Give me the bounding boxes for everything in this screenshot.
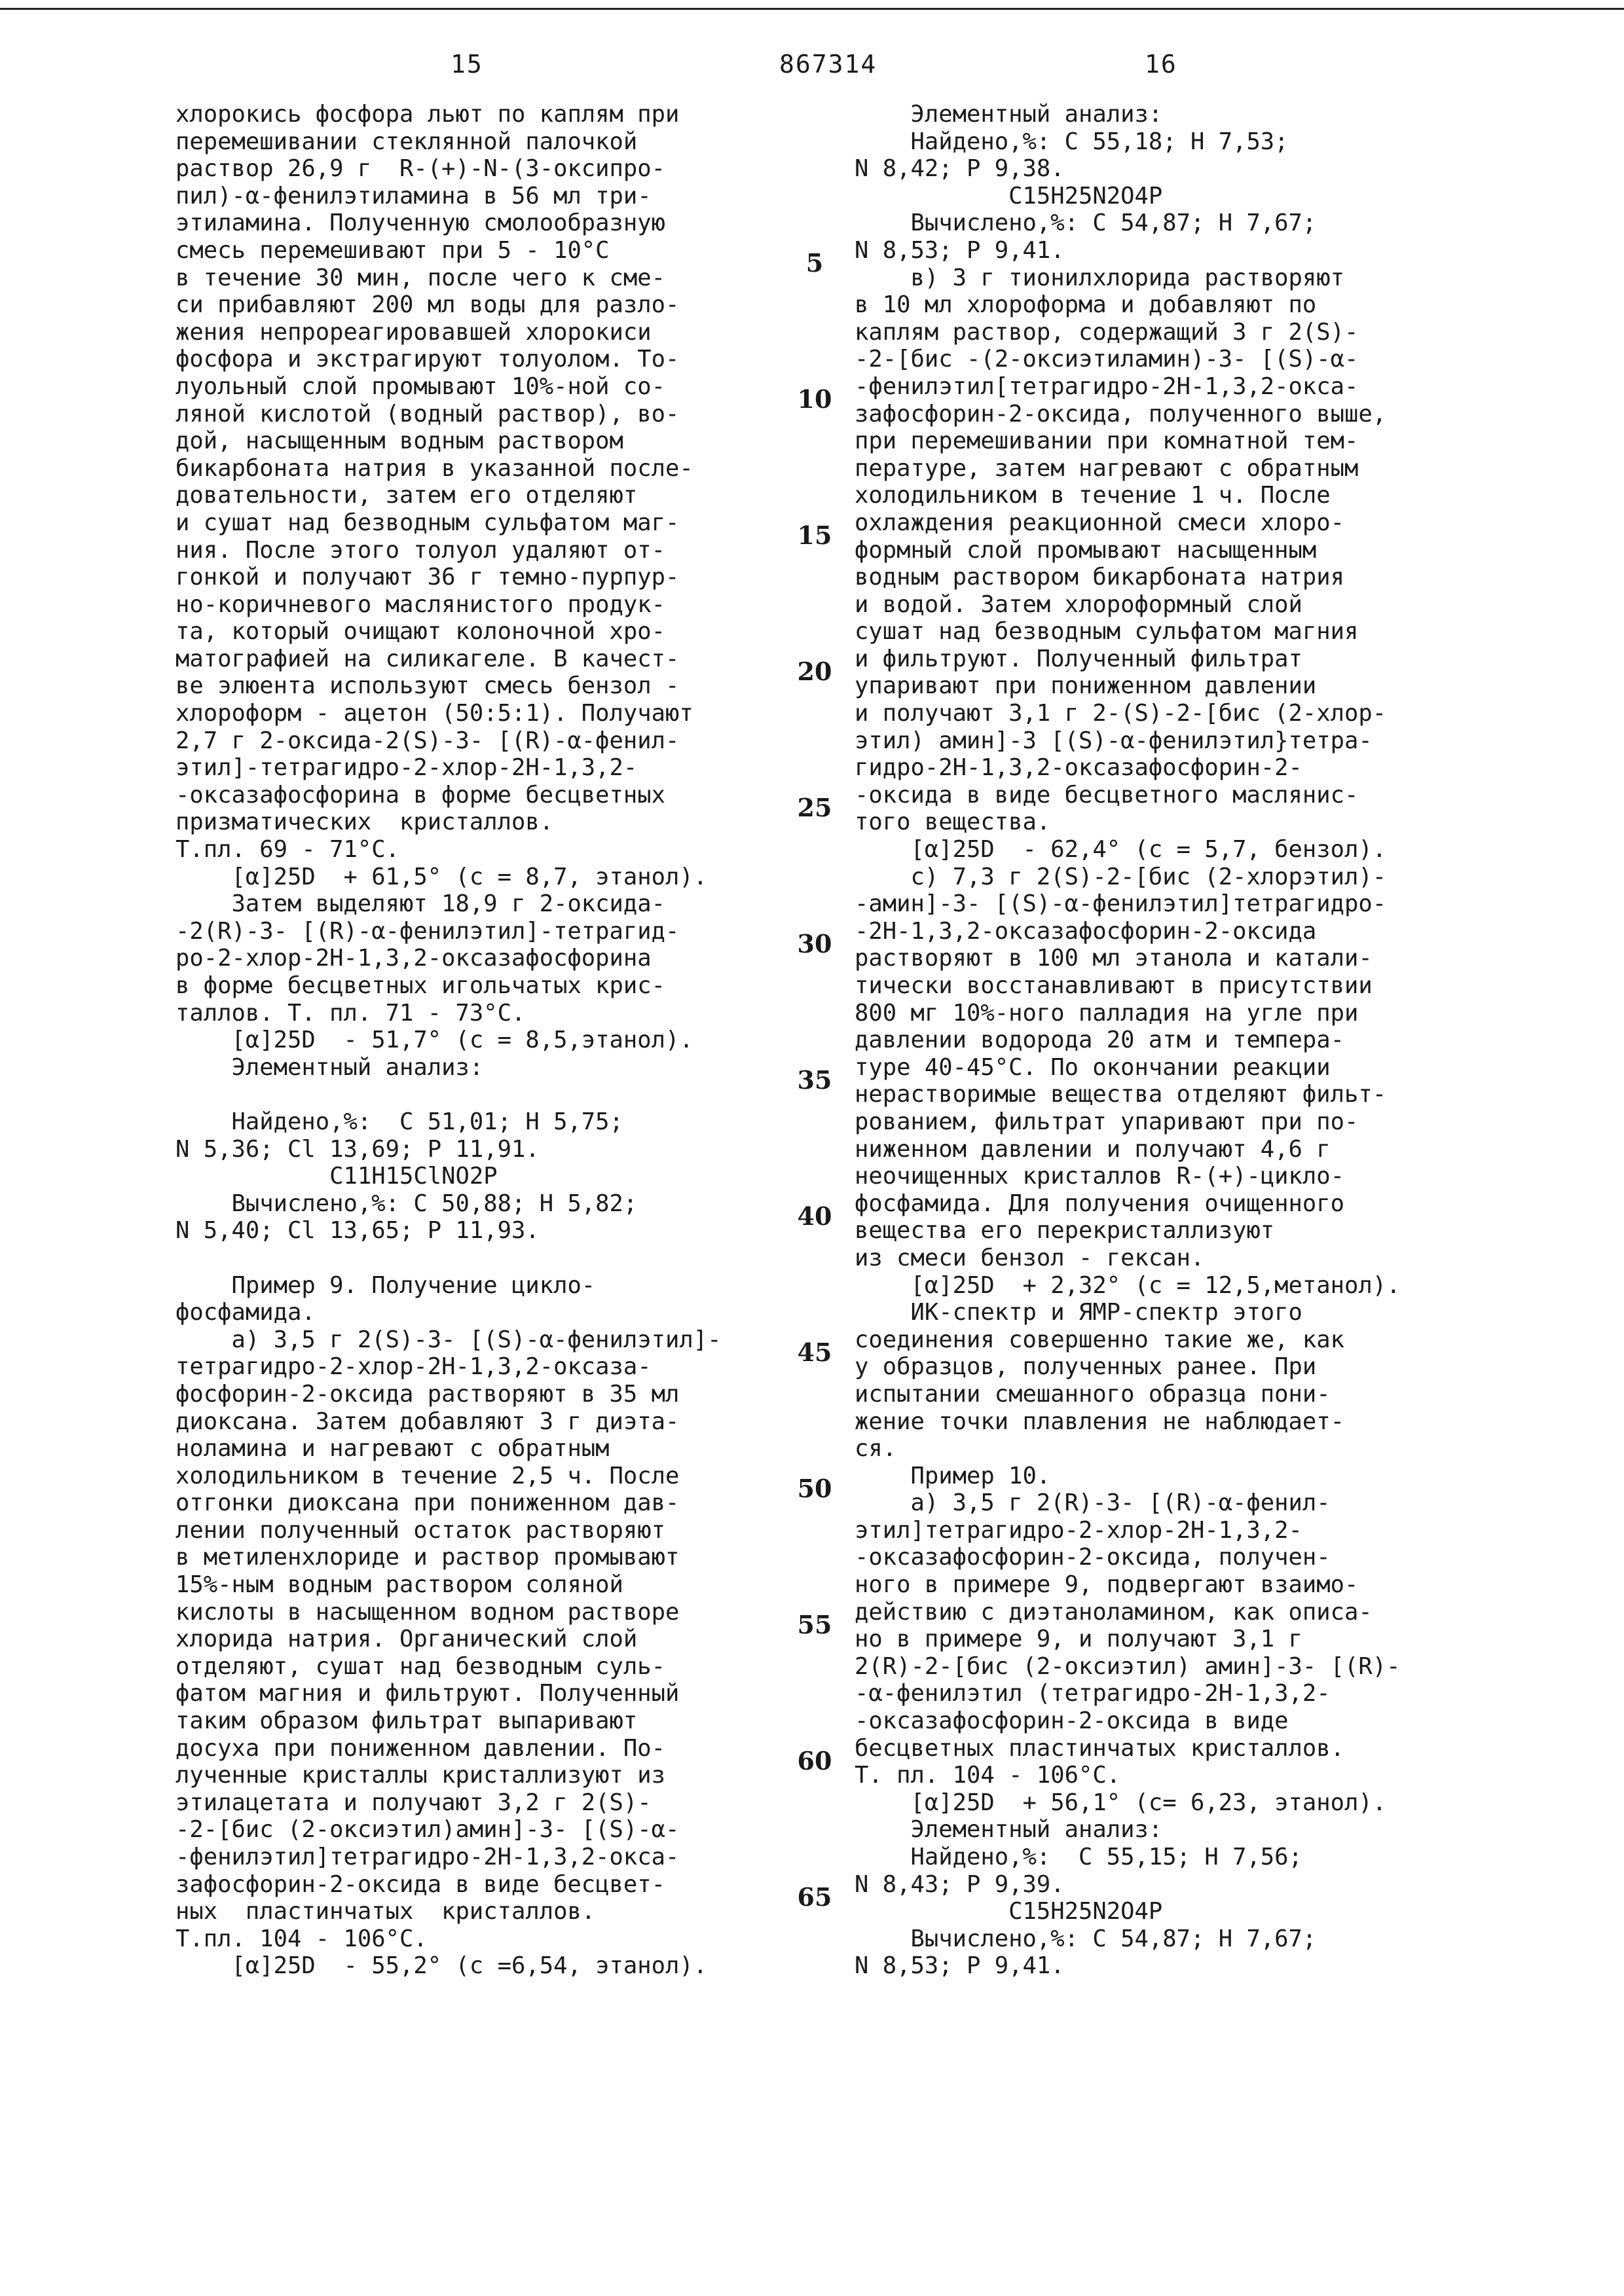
- text-line: -оксида в виде бесцветного маслянис-: [855, 781, 1359, 809]
- text-line: и сушат над безводным сульфатом маг-: [175, 509, 680, 536]
- text-line: -2(R)-3- [(R)-α-фенилэтил]-тетрагид-: [175, 917, 680, 945]
- line-number: 50: [797, 1473, 832, 1503]
- text-line: N 8,53; Р 9,41.: [855, 236, 1065, 264]
- text-line: C15H25N2O4P: [855, 1898, 1163, 1925]
- text-line: Пример 10.: [855, 1462, 1051, 1489]
- text-line: ИК-спектр и ЯМР-спектр этого: [855, 1299, 1302, 1326]
- text-line: диоксана. Затем добавляют 3 г диэта-: [175, 1408, 680, 1435]
- line-number: 20: [797, 656, 832, 686]
- text-line: N 8,43; Р 9,39.: [855, 1870, 1065, 1898]
- text-line: [175, 1245, 722, 1272]
- text-line: дой, насыщенным водным раствором: [175, 428, 623, 455]
- line-number: 10: [797, 384, 832, 414]
- line-number: 15: [797, 520, 832, 550]
- text-line: каплям раствор, содержащий 3 г 2(S)-: [855, 318, 1359, 346]
- text-line: [α]25D - 51,7° (с = 8,5,этанол).: [175, 1027, 693, 1054]
- text-line: жения непрореагировавшей хлорокиси: [175, 318, 652, 346]
- text-line: матографией на силикагеле. В качест-: [175, 645, 680, 672]
- text-line: -2Н-1,3,2-оксазафосфорин-2-оксида: [855, 917, 1317, 945]
- text-line: с) 7,3 г 2(S)-2-[бис (2-хлорэтил)-: [855, 863, 1387, 890]
- text-line: действию с диэтаноламином, как описа-: [855, 1598, 1373, 1626]
- text-line: хлорокись фосфора льют по каплям при: [175, 101, 680, 128]
- text-line: 2,7 г 2-оксида-2(S)-3- [(R)-α-фенил-: [175, 727, 680, 754]
- text-line: зафосфорин-2-оксида в виде бесцвет-: [175, 1870, 666, 1898]
- text-line: [α]25D - 55,2° (с =6,54, этанол).: [175, 1952, 708, 1980]
- text-line: фосфора и экстрагируют толуолом. То-: [175, 346, 680, 373]
- text-line: давлении водорода 20 атм и темпера-: [855, 1027, 1345, 1054]
- line-number: 45: [797, 1337, 832, 1367]
- line-number: 5: [805, 247, 824, 278]
- line-number: 25: [797, 792, 832, 822]
- text-line: а) 3,5 г 2(S)-3- [(S)-α-фенилэтил]-: [175, 1326, 722, 1353]
- text-line: лении полученный остаток растворяют: [175, 1516, 666, 1544]
- text-line: Затем выделяют 18,9 г 2-оксида-: [175, 890, 666, 918]
- text-line: неочищенных кристаллов R-(+)-цикло-: [855, 1163, 1345, 1190]
- text-line: этил]тетрагидро-2-хлор-2Н-1,3,2-: [855, 1516, 1302, 1544]
- text-line: зафосфорин-2-оксида, полученного выше,: [855, 400, 1387, 428]
- text-line: Вычислено,%: С 50,88; Н 5,82;: [175, 1190, 638, 1217]
- text-line: Пример 9. Получение цикло-: [175, 1271, 596, 1299]
- text-line: ноламина и нагревают с обратным: [175, 1435, 610, 1463]
- text-line: -оксазафосфорин-2-оксида, получен-: [855, 1544, 1331, 1571]
- page-number-right: 16: [1145, 50, 1177, 79]
- text-line: таллов. Т. пл. 71 - 73°С.: [175, 999, 526, 1027]
- text-line: ляной кислотой (водный раствор), во-: [175, 400, 680, 428]
- line-number: 30: [797, 928, 832, 958]
- text-line: -амин]-3- [(S)-α-фенилэтил]тетрагидро-: [855, 890, 1387, 918]
- left-column: [175, 101, 722, 1980]
- text-line: из смеси бензол - гексан.: [855, 1244, 1205, 1271]
- text-line: растворяют в 100 мл этанола и катали-: [855, 945, 1373, 972]
- text-line: хлорида натрия. Органический слой: [175, 1626, 638, 1653]
- text-line: хлороформ - ацетон (50:5:1). Получают: [175, 700, 693, 727]
- text-line: Элементный анализ:: [175, 1053, 484, 1081]
- text-line: Найдено,%: С 51,01; Н 5,75;: [175, 1108, 623, 1135]
- text-line: упаривают при пониженном давлении: [855, 672, 1317, 700]
- text-line: и водой. Затем хлороформный слой: [855, 591, 1302, 618]
- text-line: этилацетата и получают 3,2 г 2(S)-: [175, 1789, 652, 1816]
- text-line: Вычислено,%: С 54,87; Н 7,67;: [855, 210, 1317, 237]
- text-line: фосфорин-2-оксида растворяют в 35 мл: [175, 1380, 680, 1408]
- text-line: [α]25D + 61,5° (с = 8,7, этанол).: [175, 863, 708, 890]
- text-line: и фильтруют. Полученный фильтрат: [855, 645, 1302, 672]
- text-line: Элементный анализ:: [855, 1816, 1163, 1844]
- text-line: кислоты в насыщенном водном растворе: [175, 1598, 680, 1626]
- text-line: фосфамида. Для получения очищенного: [855, 1190, 1345, 1217]
- line-number: 40: [797, 1201, 832, 1231]
- text-line: C11H15ClNO2P: [175, 1163, 498, 1190]
- text-line: перемешивании стеклянной палочкой: [175, 128, 638, 155]
- text-line: соединения совершенно такие же, как: [855, 1326, 1345, 1353]
- text-line: и получают 3,1 г 2-(S)-2-[бис (2-хлор-: [855, 700, 1387, 727]
- text-line: си прибавляют 200 мл воды для разло-: [175, 291, 680, 319]
- top-rule: [0, 8, 1624, 10]
- text-line: Т. пл. 104 - 106°С.: [855, 1762, 1121, 1789]
- text-line: Т.пл. 104 - 106°С.: [175, 1925, 428, 1952]
- text-line: Найдено,%: С 55,18; Н 7,53;: [855, 128, 1289, 155]
- text-line: таким образом фильтрат выпаривают: [175, 1707, 638, 1735]
- text-line: пил)-α-фенилэтиламина в 56 мл три-: [175, 182, 652, 210]
- text-line: 15%-ным водным раствором соляной: [175, 1571, 623, 1599]
- text-line: бикарбоната натрия в указанной после-: [175, 454, 693, 482]
- text-line: сушат над безводным сульфатом магния: [855, 618, 1359, 646]
- text-line: этил]-тетрагидро-2-хлор-2Н-1,3,2-: [175, 754, 638, 782]
- text-line: в 10 мл хлороформа и добавляют по: [855, 291, 1317, 319]
- text-line: ся.: [855, 1435, 897, 1463]
- text-line: смесь перемешивают при 5 - 10°С: [175, 236, 610, 264]
- text-line: -α-фенилэтил (тетрагидро-2Н-1,3,2-: [855, 1680, 1331, 1707]
- text-line: отгонки диоксана при пониженном дав-: [175, 1489, 680, 1517]
- text-line: ного в примере 9, подвергают взаимо-: [855, 1571, 1359, 1599]
- text-line: бесцветных пластинчатых кристаллов.: [855, 1734, 1345, 1762]
- text-line: но-коричневого маслянистого продук-: [175, 591, 666, 618]
- text-line: N 5,36; Cl 13,69; Р 11,91.: [175, 1135, 540, 1163]
- text-line: лученные кристаллы кристаллизуют из: [175, 1762, 666, 1789]
- line-number: 65: [797, 1882, 832, 1912]
- text-line: пературе, затем нагревают с обратным: [855, 454, 1359, 482]
- text-line: формный слой промывают насыщенным: [855, 536, 1317, 564]
- text-line: [α]25D + 56,1° (с= 6,23, этанол).: [855, 1789, 1387, 1816]
- text-line: довательности, затем его отделяют: [175, 482, 638, 509]
- text-line: тически восстанавливают в присутствии: [855, 972, 1373, 999]
- text-line: -фенилэтил[тетрагидро-2Н-1,3,2-окса-: [855, 373, 1359, 400]
- text-line: ниженном давлении и получают 4,6 г: [855, 1135, 1331, 1163]
- text-line: [α]25D - 62,4° (с = 5,7, бензол).: [855, 836, 1387, 864]
- text-line: охлаждения реакционной смеси хлоро-: [855, 509, 1345, 536]
- text-line: нерастворимые вещества отделяют фильт-: [855, 1081, 1387, 1108]
- text-line: испытании смешанного образца пони-: [855, 1380, 1331, 1408]
- text-line: этил) амин]-3 [(S)-α-фенилэтил}тетра-: [855, 727, 1373, 754]
- text-line: 2(R)-2-[бис (2-оксиэтил) амин]-3- [(R)-: [855, 1652, 1401, 1680]
- text-line: N 8,53; Р 9,41.: [855, 1952, 1065, 1980]
- text-line: 800 мг 10%-ного палладия на угле при: [855, 999, 1359, 1027]
- text-line: Найдено,%: С 55,15; Н 7,56;: [855, 1844, 1302, 1870]
- text-line: жение точки плавления не наблюдает-: [855, 1408, 1345, 1435]
- text-line: Т.пл. 69 - 71°С.: [175, 836, 399, 864]
- line-number: 35: [797, 1065, 832, 1095]
- text-line: [175, 1081, 722, 1108]
- text-line: вещества его перекристаллизуют: [855, 1217, 1275, 1245]
- text-line: тетрагидро-2-хлор-2Н-1,3,2-оксаза-: [175, 1353, 652, 1381]
- text-line: туре 40-45°С. По окончании реакции: [855, 1053, 1331, 1081]
- text-line: у образцов, полученных ранее. При: [855, 1353, 1317, 1381]
- patent-number: 867314: [779, 50, 877, 79]
- text-line: ния. После этого толуол удаляют от-: [175, 536, 666, 564]
- text-line: фатом магния и фильтруют. Полученный: [175, 1680, 680, 1707]
- text-line: того вещества.: [855, 809, 1051, 836]
- text-line: призматических кристаллов.: [175, 809, 554, 836]
- page-number-left: 15: [451, 50, 483, 79]
- text-line: [α]25D + 2,32° (с = 12,5,метанол).: [855, 1271, 1401, 1299]
- text-line: луольный слой промывают 10%-ной со-: [175, 373, 666, 400]
- text-line: гонкой и получают 36 г темно-пурпур-: [175, 564, 680, 591]
- text-line: фосфамида.: [175, 1299, 316, 1326]
- text-line: в) 3 г тионилхлорида растворяют: [855, 264, 1345, 291]
- line-number: 60: [797, 1745, 832, 1776]
- text-line: водным раствором бикарбоната натрия: [855, 564, 1345, 591]
- text-line: а) 3,5 г 2(R)-3- [(R)-α-фенил-: [855, 1489, 1331, 1517]
- text-line: -фенилэтил]тетрагидро-2Н-1,3,2-окса-: [175, 1844, 680, 1870]
- text-line: отделяют, сушат над безводным суль-: [175, 1652, 666, 1680]
- text-line: C15H25N2O4P: [855, 182, 1163, 210]
- text-line: N 5,40; Cl 13,65; Р 11,93.: [175, 1217, 540, 1245]
- text-line: при перемешивании при комнатной тем-: [855, 428, 1359, 455]
- text-line: ро-2-хлор-2Н-1,3,2-оксазафосфорина: [175, 945, 652, 972]
- text-line: гидро-2Н-1,3,2-оксазафосфорин-2-: [855, 754, 1302, 782]
- text-line: -2-[бис (2-оксиэтил)амин]-3- [(S)-α-: [175, 1816, 680, 1844]
- text-line: -2-[бис -(2-оксиэтиламин)-3- [(S)-α-: [855, 346, 1359, 373]
- text-line: ных пластинчатых кристаллов.: [175, 1898, 596, 1925]
- text-line: в форме бесцветных игольчатых крис-: [175, 972, 666, 999]
- text-line: досуха при пониженном давлении. По-: [175, 1734, 666, 1762]
- right-column: [855, 101, 1401, 1980]
- text-line: та, который очищают колоночной хро-: [175, 618, 666, 646]
- text-line: Вычислено,%: С 54,87; Н 7,67;: [855, 1925, 1317, 1952]
- text-line: рованием, фильтрат упаривают при по-: [855, 1108, 1359, 1135]
- text-line: -оксазафосфорин-2-оксида в виде: [855, 1707, 1289, 1735]
- text-line: но в примере 9, и получают 3,1 г: [855, 1626, 1302, 1653]
- text-line: холодильником в течение 2,5 ч. После: [175, 1462, 680, 1489]
- text-line: раствор 26,9 г R-(+)-N-(3-оксипро-: [175, 155, 666, 183]
- text-line: в метиленхлориде и раствор промывают: [175, 1544, 680, 1571]
- text-line: -оксазафосфорина в форме бесцветных: [175, 781, 666, 809]
- line-number: 55: [797, 1609, 832, 1639]
- text-line: в течение 30 мин, после чего к сме-: [175, 264, 666, 291]
- text-line: Элементный анализ:: [855, 101, 1163, 128]
- text-line: этиламина. Полученную смолообразную: [175, 210, 666, 237]
- text-line: холодильником в течение 1 ч. После: [855, 482, 1331, 509]
- text-line: ве элюента используют смесь бензол -: [175, 672, 680, 700]
- text-line: N 8,42; Р 9,38.: [855, 155, 1065, 183]
